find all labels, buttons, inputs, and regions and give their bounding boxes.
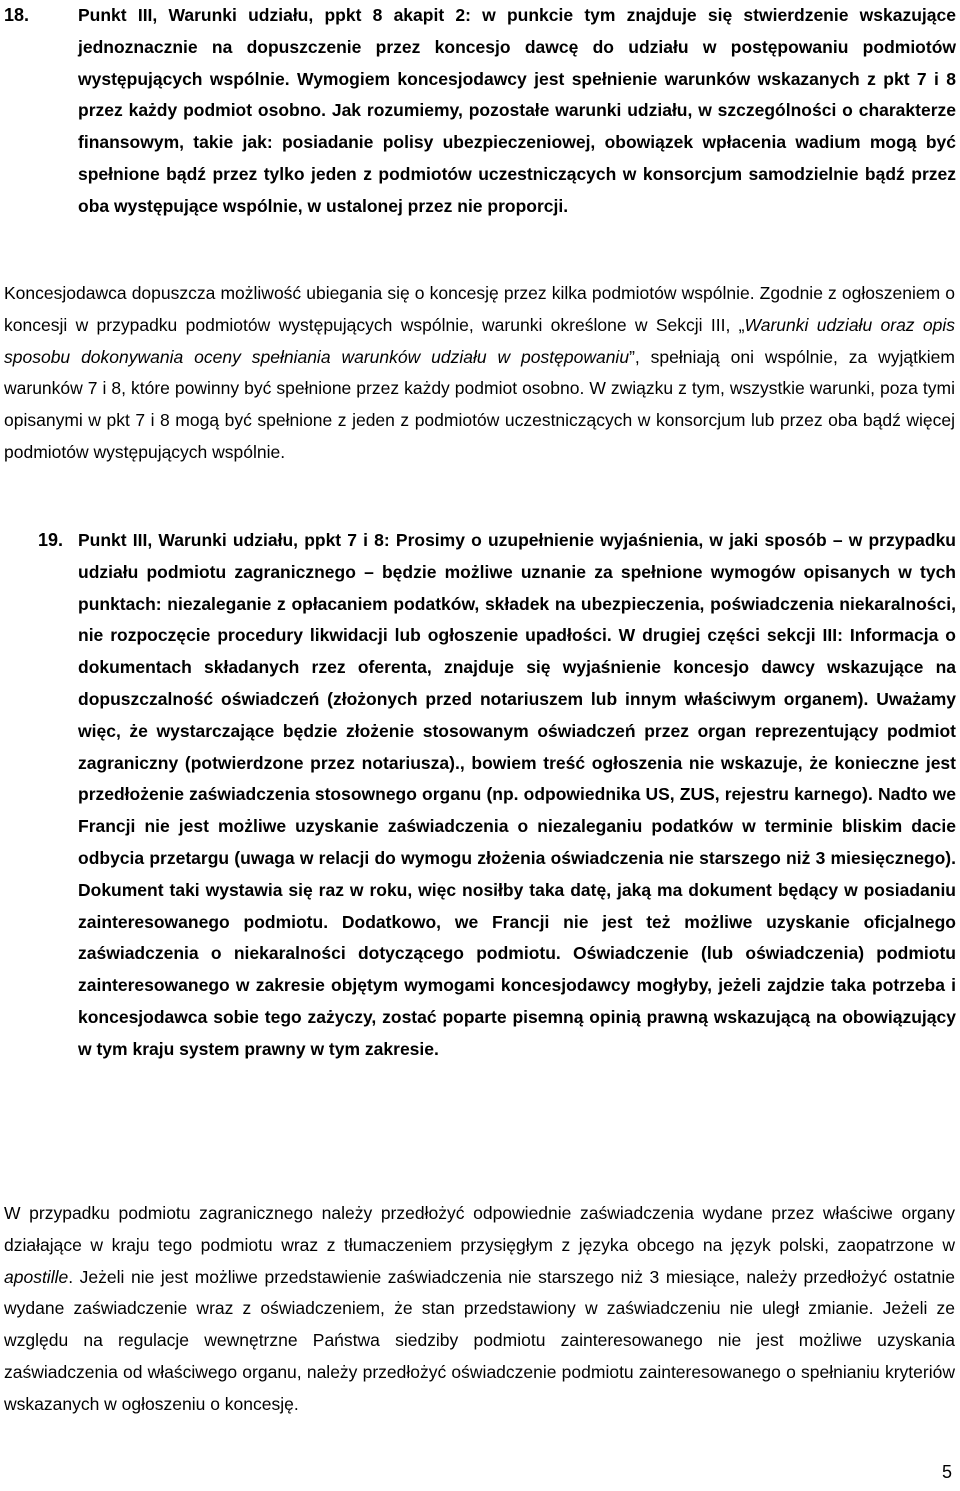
answer-18 <box>4 278 955 469</box>
question-number: 18. <box>4 5 30 25</box>
question-text-part-b: Jak rozumiemy, pozostałe warunki udziału, w szczególności o charakterze finansowym, takie jak: posiadanie polisy ubezpieczeniowej, obowiązek wpłacenia wadium mogą być spełnione bądź przez tylko jeden z podmiotów uczestniczących w konsorcjum samodzielnie bądź przez oba występujące wspólnie, w ustalonej przez nie proporcji. <box>78 100 956 216</box>
answer-19 <box>4 1198 955 1421</box>
page-number: 5 <box>941 1462 952 1482</box>
question-text <box>78 0 956 223</box>
question-text: Punkt III, Warunki udziału, ppkt 7 i 8: Prosimy o uzupełnienie wyjaśnienia, w jaki sposób – w przypadku udziału podmiotu zagranicznego – będzie możliwe uznanie za spełnione wymogów opisanych w tych punktach: niezaleganie z opłacaniem podatków, składek na ubezpieczenia, poświadczenia niekaralności, nie rozpoczęcie procedury likwidacji lub ogłoszenie upadłości. W drugiej części sekcji III: Informacja o dokumentach składanych rzez oferenta, znajduje się wyjaśnienie koncesjo dawcy wskazujące na dopuszczalność oświadczeń (złożonych przed notariuszem lub innym właściwym organem). Uważamy więc, że wystarczające będzie złożenie stosowanym oświadczeń przez organ reprezentujący podmiot zagraniczny (potwierdzone przez notariusza)., bowiem treść ogłoszenia nie wskazuje, że konieczne jest przedłożenie zaświadczenia stosownego organu (np. odpowiednika US, ZUS, rejestru karnego). Nadto we Francji nie jest możliwe uzyskanie zaświadczenia o niezaleganiu podatków w terminie bliskim dacie odbycia przetargu (uwaga w relacji do wymogu złożenia oświadczenia nie starszego niż 3 miesięcznego). Dokument taki wystawia się raz w roku, więc nosiłby taka datę, jaką ma dokument będący w posiadaniu zainteresowanego podmiotu. Dodatkowo, we Francji nie jest też możliwe uzyskanie oficjalnego zaświadczenia o niekaralności dotyczącego podmiotu. Oświadczenie (lub oświadczenia) podmiotu zainteresowanego w zakresie objętym wymogami koncesjodawcy mogłyby, jeżeli zajdzie taka potrzeba i koncesjodawca sobie tego zażyczy, zostać poparte pisemną opinią prawną wskazującą na obowiązujący w tym kraju system prawny w tym zakresie. <box>78 530 956 1059</box>
answer-text: . Jeżeli nie jest możliwe przedstawienie zaświadczenia nie starszego niż 3 miesiące, należy przedłożyć ostatnie wydane zaświadczenie wraz z oświadczeniem, że stan przedstawiony w zaświadczeniu nie uległ zmianie. Jeżeli ze względu na regulacje wewnętrzne Państwa siedziby podmiotu zainteresowanego nie jest możliwe uzyskania zaświadczenia od właściwego organu, należy przedłożyć oświadczenie podmiotu zainteresowanego o spełnianiu kryteriów wskazanych w ogłoszeniu o koncesję. <box>4 1266 955 1414</box>
answer-text: ”, spełniają oni wspólnie, za wyjątkiem warunków 7 i 8, które powinny być spełnione przez każdy podmiot osobno. W związku z tym, wszystkie warunki, poza tymi opisanymi w pkt 7 i 8 mogą być spełnione z jeden z podmiotów uczestniczących w konsorcjum lub przez oba bądź więcej podmiotów występujących wspólnie. <box>4 346 955 462</box>
answer-text: Koncesjodawca dopuszcza możliwość ubiegania się o koncesję przez kilka podmiotów wspólnie. Zgodnie z ogłoszeniem o koncesji w przypadku podmiotów występujących wspólnie, warunki określone w Sekcji III, „ <box>4 283 955 335</box>
answer-italic-text: Warunki udziału oraz opis sposobu dokonywania oceny spełniania warunków udziału w postępowaniu <box>4 314 956 367</box>
answer-text: W przypadku podmiotu zagranicznego należy przedłożyć odpowiednie zaświadczenia wydane przez właściwe organy działające w kraju tego podmiotu wraz z tłumaczeniem przysięgłym z języka obcego na język polski, zaopatrzone w <box>4 1203 955 1255</box>
answer-italic-text: apostille <box>4 1266 69 1287</box>
question-text-part-a: Punkt III, Warunki udziału, ppkt 8 akapit 2: w punkcie tym znajduje się stwierdzenie wskazujące jednoznacznie na dopuszczenie przez koncesjo dawcę do udziału w postępowaniu podmiotów występujących wspólnie. Wymogiem koncesjodawcy jest spełnienie warunków wskazanych z pkt 7 i 8 przez każdy podmiot osobno. <box>78 5 956 121</box>
question-number: 19. <box>38 530 64 550</box>
